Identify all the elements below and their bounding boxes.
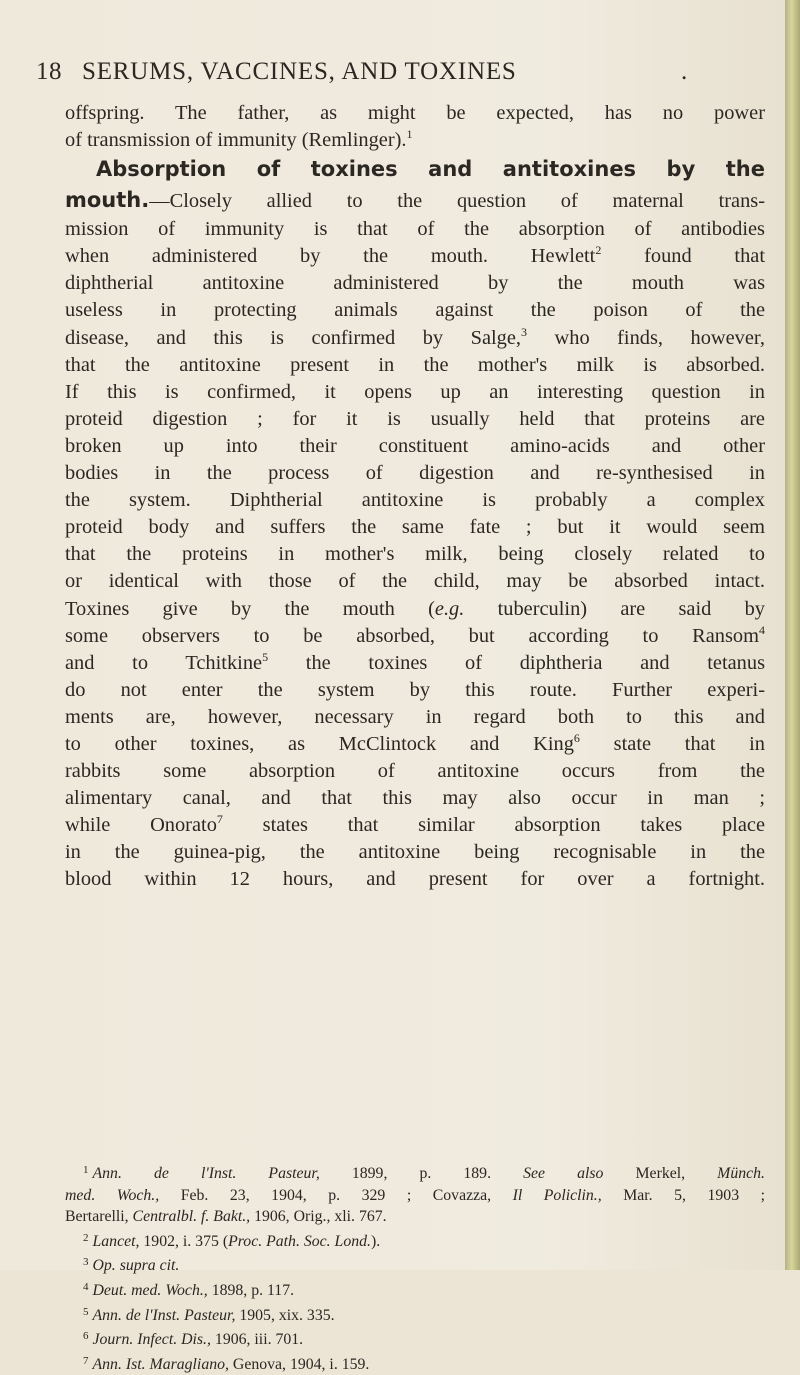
section-heading-end: mouth. — [65, 188, 150, 213]
text-line: blood within 12 hours, and present for over a fortnight. — [65, 868, 765, 891]
running-header — [36, 58, 686, 94]
page-number: 18 — [36, 58, 62, 85]
text-line: bodies in the process of digestion and re-synthesised in — [65, 462, 765, 485]
footnote: $^1$ Ann. de l'Inst. Pasteur, 1899, p. 189. See also Merkel, Münch. — [83, 1164, 765, 1182]
section-heading: Absorption of toxines and antitoxines by the — [96, 157, 765, 182]
footnote-ref: 5 — [262, 649, 269, 664]
text-line: of transmission of immunity (Remlinger).$^1$ — [65, 127, 413, 152]
footnote-ref: 6 — [573, 730, 580, 745]
text-line: proteid body and suffers the same fate ; but it would seem — [65, 516, 765, 539]
text-line: useless in protecting animals against the poison of the — [65, 299, 765, 322]
text-line: alimentary canal, and that this may also occur in man ; — [65, 787, 765, 810]
text-line: proteid digestion ; for it is usually held that proteins are — [65, 407, 765, 430]
footnote-ref: 3 — [521, 324, 528, 339]
text-line: some observers to be absorbed, but according to Ransom$^4$ — [65, 622, 765, 647]
text-line: or identical with those of the child, may be absorbed intact. — [65, 570, 765, 593]
text-line: and to Tchitkine$^5$ the toxines of diphtheria and tetanus — [65, 649, 766, 674]
running-title: SERUMS, VACCINES, AND TOXINES — [82, 58, 517, 85]
text-line: to other toxines, as McClintock and King$^6$ state that in — [65, 730, 765, 755]
footnote-ref: 4 — [759, 622, 765, 637]
text-line: the system. Diphtherial antitoxine is probably a complex — [65, 489, 765, 512]
text-line: rabbits some absorption of antitoxine occurs from the — [65, 760, 765, 783]
footnote: $^3$ Op. supra cit. — [83, 1256, 180, 1275]
footnote: $^4$ Deut. med. Woch., 1898, p. 117. — [83, 1280, 295, 1299]
text-line: that the proteins in mother's milk, being closely related to — [65, 543, 765, 566]
footnote-continued: med. Woch., Feb. 23, 1904, p. 329 ; Covazza, Il Policlin., Mar. 5, 1903 ; — [65, 1186, 766, 1204]
text-line: do not enter the system by this route. Further experi- — [65, 678, 765, 701]
footnote-continued: Bertarelli, Centralbl. f. Bakt., 1906, Orig., xli. 767. — [65, 1208, 387, 1226]
footnotes — [65, 1160, 765, 1375]
footnote-ref: 2 — [595, 243, 602, 258]
text-line: If this is confirmed, it opens up an interesting question in — [65, 380, 765, 403]
footnote: $^5$ Ann. de l'Inst. Pasteur, 1905, xix. 335. — [83, 1305, 335, 1324]
text-line: in the guinea-pig, the antitoxine being recognisable in the — [65, 841, 765, 864]
page-edge — [785, 0, 800, 1270]
text-line: while Onorato$^7$ states that similar absorption takes place — [65, 812, 765, 837]
text-line: disease, and this is confirmed by Salge,$^3$ who finds, however, — [65, 324, 765, 349]
body-text — [65, 100, 765, 894]
running-title-mark: . — [681, 58, 688, 85]
text-line: mission of immunity is that of the absorption of antibodies — [65, 218, 765, 241]
text-line: diphtherial antitoxine administered by the mouth was — [65, 272, 765, 295]
text-line: when administered by the mouth. Hewlett$^2$ found that — [65, 243, 766, 268]
text-line: offspring. The father, as might be expected, has no power — [65, 102, 765, 124]
footnote-ref: 7 — [216, 812, 223, 827]
text-line: Toxines give by the mouth (e.g. tuberculin) are said by — [65, 597, 765, 620]
text-line: mouth.—Closely allied to the question of maternal trans- — [65, 188, 765, 213]
footnote-ref: 1 — [406, 127, 413, 142]
text-line: that the antitoxine present in the mother's milk is absorbed. — [65, 353, 765, 376]
text-line: ments are, however, necessary in regard both to this and — [65, 705, 765, 728]
footnote: $^6$ Journ. Infect. Dis., 1906, iii. 701. — [83, 1330, 304, 1349]
footnote: $^7$ Ann. Ist. Maragliano, Genova, 1904, i. 159. — [83, 1354, 370, 1373]
footnote: $^2$ Lancet, 1902, i. 375 (Proc. Path. Soc. Lond.). — [83, 1231, 381, 1250]
text-line: broken up into their constituent amino-acids and other — [65, 434, 765, 457]
